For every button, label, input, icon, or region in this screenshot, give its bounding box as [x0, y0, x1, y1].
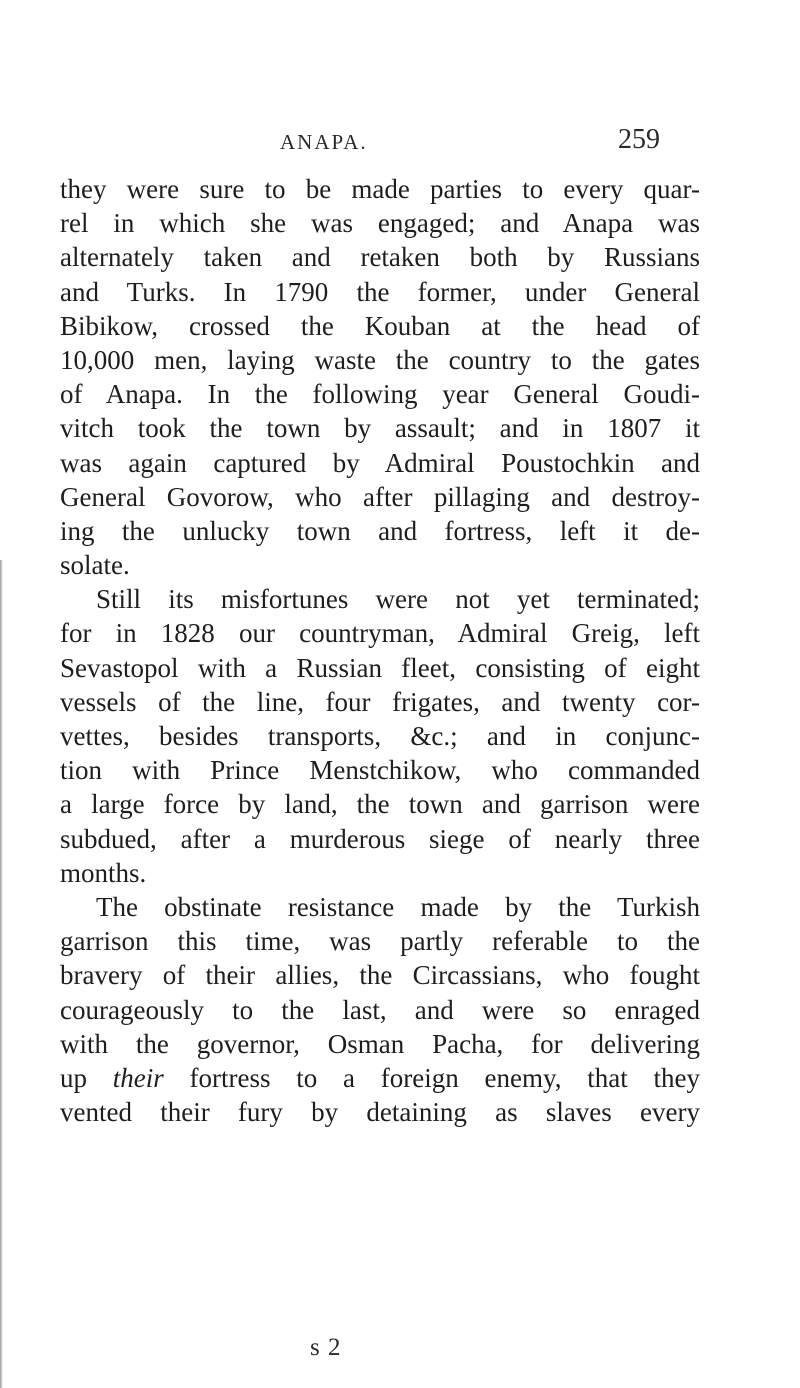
text-line: Still its misfortunes were not yet terminated;	[96, 584, 700, 615]
text-line: The obstinate resistance made by the Turkish	[96, 891, 700, 922]
text-line: months.	[60, 857, 147, 888]
text-line: for in 1828 our countryman, Admiral Greig, left	[60, 618, 700, 649]
text-line: they were sure to be made parties to every quar-	[60, 174, 700, 204]
text-line: a large force by land, the town and garrison were	[60, 789, 700, 820]
text-line: Sevastopol with a Russian fleet, consisting of eight	[60, 652, 700, 683]
body-text	[60, 172, 700, 1129]
text-line: of Anapa. In the following year General Goudi-	[60, 379, 700, 410]
text-line: 10,000 men, laying waste the country to the gates	[60, 344, 700, 375]
page-binding-edge	[0, 560, 3, 1388]
text-line: and Turks. In 1790 the former, under General	[60, 276, 700, 307]
text-line: garrison this time, was partly referable to the	[60, 926, 700, 957]
text-line: subdued, after a murderous siege of nearly three	[60, 823, 700, 854]
text-line: was again captured by Admiral Poustochkin and	[60, 447, 700, 478]
text-line	[60, 1061, 700, 1095]
page-number: 259	[618, 124, 660, 155]
text-line: vented their fury by detaining as slaves every	[60, 1097, 700, 1128]
signature-mark: s 2	[310, 1334, 342, 1361]
text-line: solate.	[60, 550, 130, 581]
italic-word: their	[112, 1062, 164, 1093]
text-line: with the governor, Osman Pacha, for delivering	[60, 1028, 700, 1059]
text-line: vitch took the town by assault; and in 1807 it	[60, 413, 700, 444]
text-fragment: up	[60, 1062, 113, 1093]
text-line: rel in which she was engaged; and Anapa was	[60, 208, 700, 239]
text-line: vettes, besides transports, &c.; and in conjunc-	[60, 721, 700, 751]
text-line: courageously to the last, and were so enraged	[60, 994, 700, 1025]
text-line: General Govorow, who after pillaging and destroy-	[60, 481, 700, 512]
text-line: ing the unlucky town and fortress, left it de-	[60, 515, 700, 546]
text-line: bravery of their allies, the Circassians, who fought	[60, 960, 700, 991]
text-line: alternately taken and retaken both by Russians	[60, 242, 700, 273]
text-fragment: fortress to a foreign enemy, that they	[163, 1062, 700, 1093]
text-line: tion with Prince Menstchikow, who commanded	[60, 755, 700, 786]
text-line: Bibikow, crossed the Kouban at the head of	[60, 310, 700, 341]
running-head: ANAPA.	[280, 130, 368, 154]
page-header	[0, 124, 800, 164]
text-line: vessels of the line, four frigates, and twenty cor-	[60, 686, 700, 717]
